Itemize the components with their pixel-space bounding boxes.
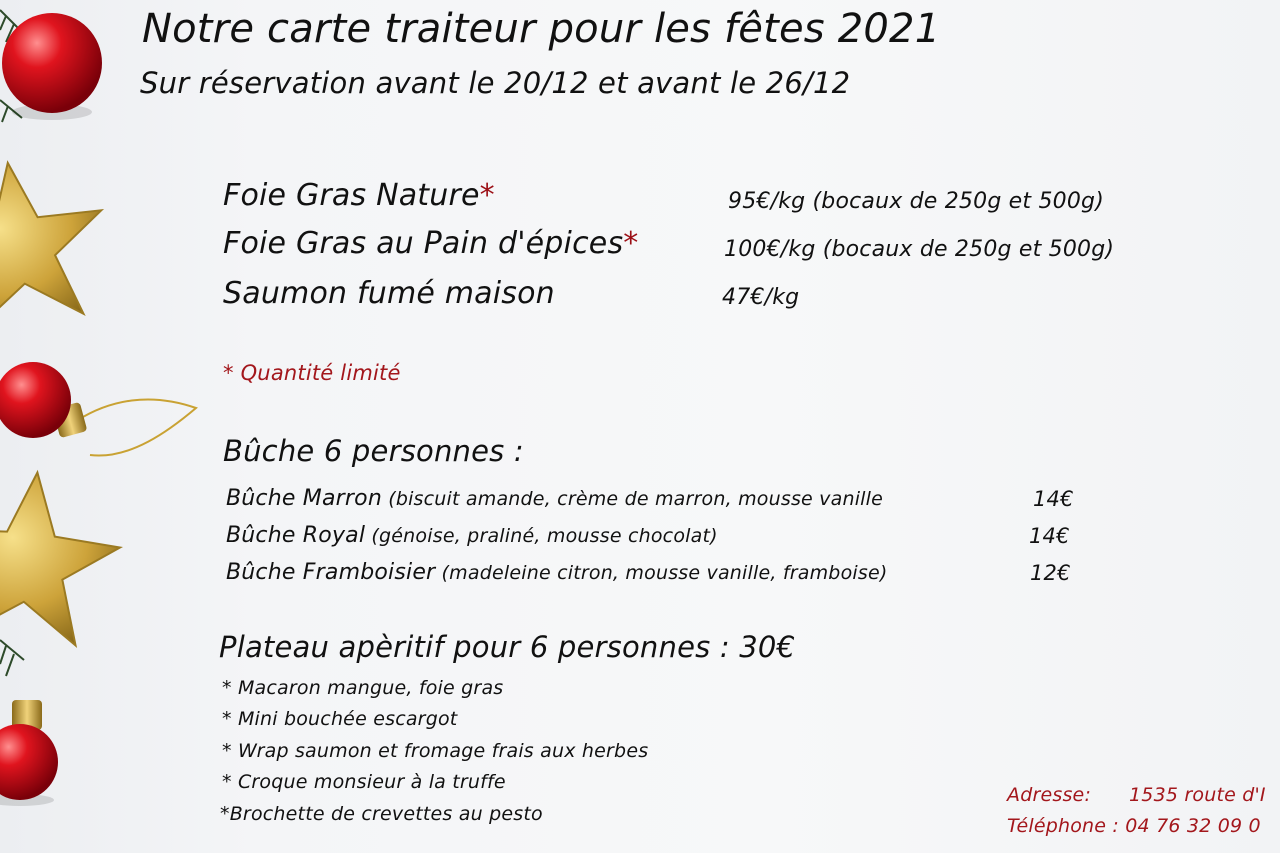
address-value: 1535 route d'I: [1129, 784, 1266, 806]
address-label: Adresse:: [1007, 784, 1092, 806]
buche-name: Bûche Marron: [226, 486, 382, 511]
product-price: 47€/kg: [722, 285, 800, 310]
buche-price: 12€: [1030, 561, 1071, 585]
list-item: * Mini bouchée escargot: [222, 708, 458, 730]
page-subtitle: Sur réservation avant le 20/12 et avant le 26/12: [140, 66, 851, 100]
plateau-heading: Plateau apèritif pour 6 personnes : 30€: [219, 630, 796, 664]
list-item: [226, 560, 887, 585]
buche-price: 14€: [1033, 487, 1074, 511]
gold-star-icon: [0, 463, 127, 649]
limited-star: *: [623, 226, 639, 261]
gold-star-icon: [0, 151, 115, 333]
buche-description: (biscuit amande, crème de marron, mousse vanille: [381, 488, 884, 510]
list-item: *Brochette de crevettes au pesto: [220, 803, 543, 825]
list-item: [223, 178, 495, 213]
buche-name: Bûche Royal: [226, 523, 366, 548]
red-bauble-icon: [0, 362, 196, 456]
list-item: [226, 486, 883, 511]
product-name: Foie Gras au Pain d'épices: [223, 226, 624, 261]
buche-name: Bûche Framboisier: [226, 560, 436, 585]
list-item: * Croque monsieur à la truffe: [222, 771, 506, 793]
product-price: 100€/kg (bocaux de 250g et 500g): [724, 237, 1115, 262]
product-price: 95€/kg (bocaux de 250g et 500g): [728, 189, 1104, 214]
limited-star: *: [479, 178, 495, 213]
product-name: Saumon fumé maison: [223, 276, 555, 311]
christmas-decorations: [0, 0, 205, 853]
buche-heading: Bûche 6 personnes :: [223, 434, 524, 468]
red-bauble-icon: [2, 13, 102, 120]
list-item: [223, 276, 555, 311]
list-item: * Wrap saumon et fromage frais aux herbes: [222, 740, 649, 762]
limited-quantity-note: * Quantité limité: [223, 361, 401, 385]
product-name: Foie Gras Nature: [223, 178, 480, 213]
buche-description: (génoise, praliné, mousse chocolat): [365, 525, 718, 547]
page-title: Notre carte traiteur pour les fêtes 2021: [142, 6, 941, 52]
list-item: [226, 523, 718, 548]
list-item: [223, 226, 638, 261]
red-bauble-icon: [0, 700, 58, 806]
list-item: * Macaron mangue, foie gras: [222, 677, 504, 699]
buche-price: 14€: [1029, 524, 1070, 548]
phone-number: Téléphone : 04 76 32 09 0: [1007, 815, 1261, 837]
buche-description: (madeleine citron, mousse vanille, framboise): [435, 562, 888, 584]
